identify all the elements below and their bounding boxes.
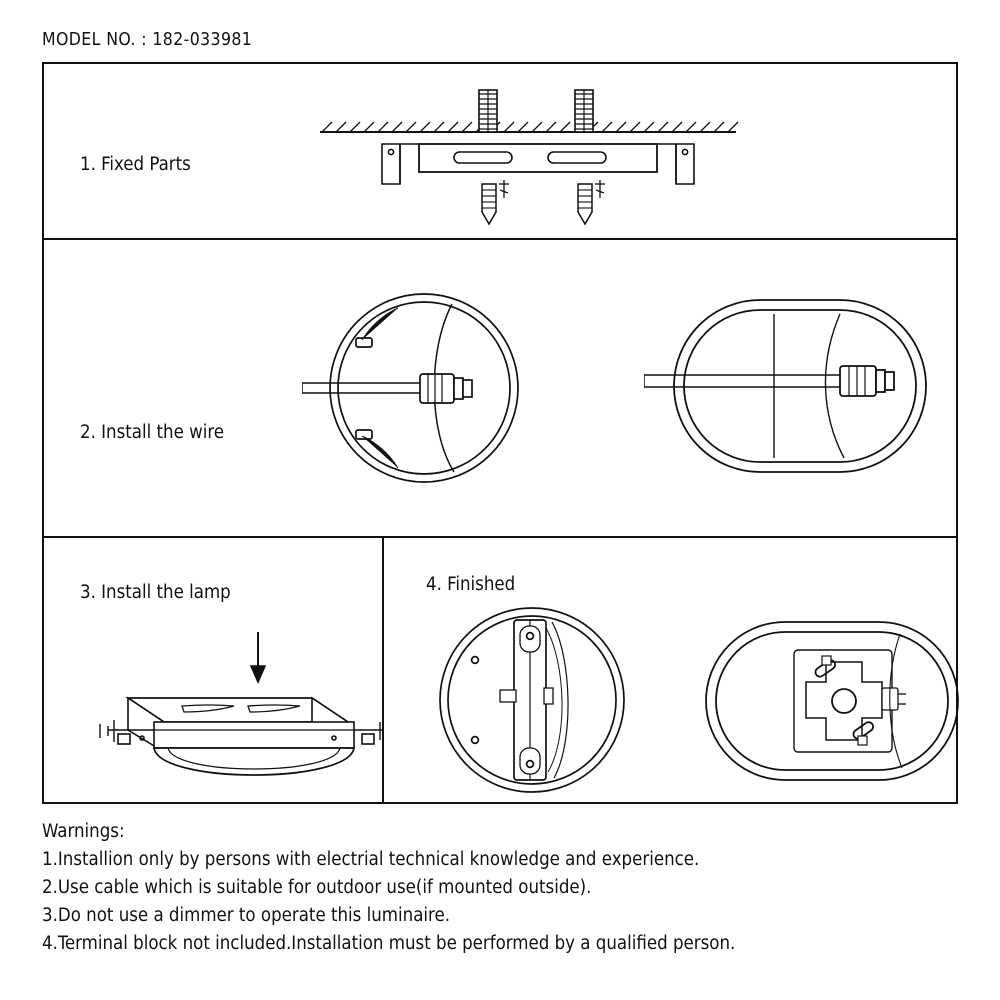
warning-line-1: 1.Installion only by persons with electrial technical knowledge and experience.: [42, 849, 700, 871]
warnings-title: Warnings:: [42, 821, 125, 842]
warnings-block: [42, 818, 962, 959]
step-row-3: [44, 538, 956, 802]
step-row-2: [44, 240, 956, 538]
step-2-illustration-round: [302, 270, 562, 510]
step-row-1: [44, 64, 956, 240]
steps-table: [42, 62, 958, 804]
model-number: MODEL NO. : 182-033981: [42, 30, 253, 50]
step-2-illustration-oval: [644, 280, 944, 500]
warning-line-4: 4.Terminal block not included.Installation must be performed by a qualified person.: [42, 933, 736, 955]
row3-vertical-divider: [382, 538, 384, 802]
warning-line-2: 2.Use cable which is suitable for outdoor use(if mounted outside).: [42, 877, 592, 899]
step-4-label: 4. Finished: [426, 574, 516, 595]
step-4-illustration-oval: [686, 608, 976, 794]
step-2-label: 2. Install the wire: [80, 422, 225, 443]
step-1-label: 1. Fixed Parts: [80, 154, 191, 175]
warning-line-3: 3.Do not use a dimmer to operate this luminaire.: [42, 905, 450, 927]
step-3-label: 3. Install the lamp: [80, 582, 231, 603]
step-3-illustration: [62, 626, 382, 796]
step-4-illustration-round: [422, 602, 692, 798]
step-1-illustration: [276, 72, 796, 240]
